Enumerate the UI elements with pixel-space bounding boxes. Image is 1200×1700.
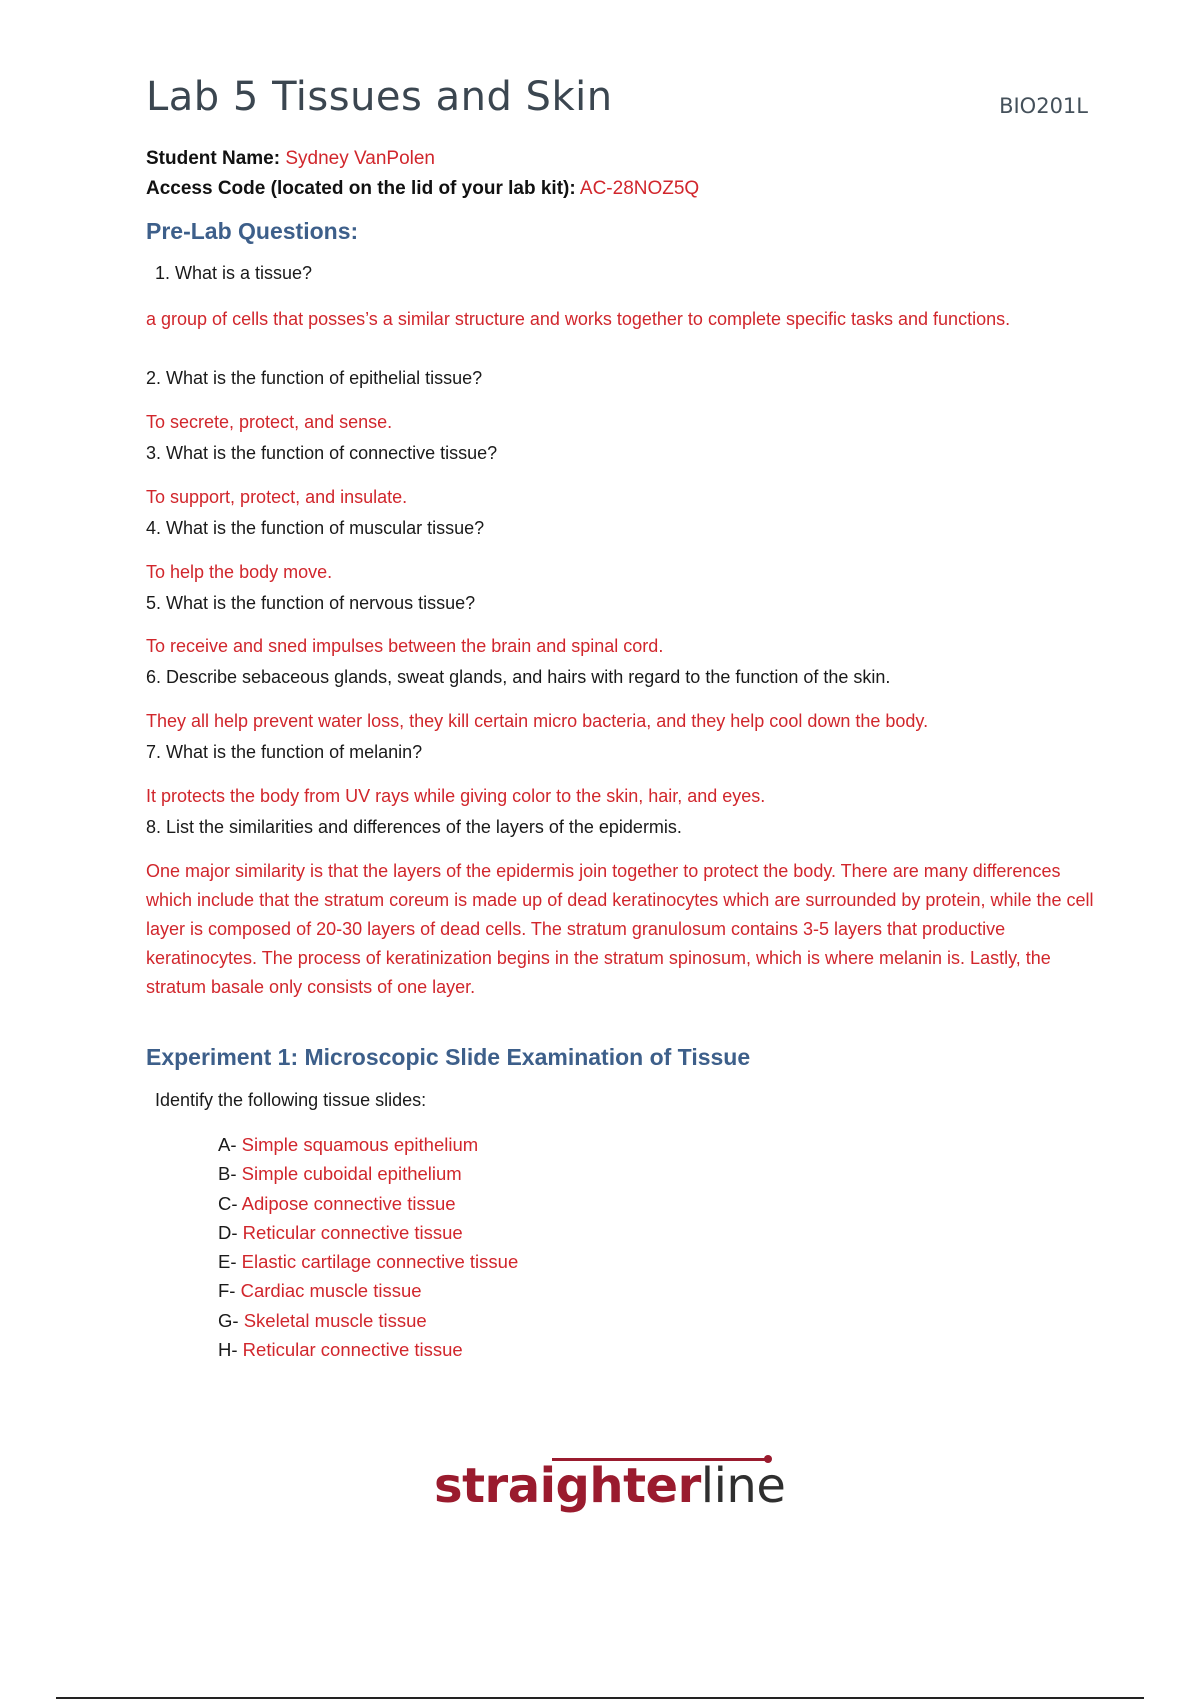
access-code-line: [146, 178, 699, 200]
slide-letter: G-: [218, 1309, 239, 1331]
prelab-answer-8: One major similarity is that the layers of the epidermis join together to protect the body. There are many differences which include that the stratum coreum is made up of dead keratinocytes which are surrounded by protein, while the cell layer is composed of 20-30 layers of dead cells. The stratum granulosum contains 3-5 layers that productive keratinocytes. The process of keratinization begins in the stratum spinosum, which is where melanin is. Lastly, the stratum basale only consists of one layer.: [146, 861, 1094, 997]
tissue-slide-list: [218, 1134, 518, 1368]
slide-item-f: [218, 1280, 518, 1309]
slide-answer: Cardiac muscle tissue: [240, 1280, 422, 1302]
prelab-heading: Pre-Lab Questions:: [146, 218, 359, 244]
straighterline-logo: [434, 1455, 814, 1515]
slide-item-b: [218, 1163, 518, 1192]
prelab-answer-4: To help the body move.: [146, 562, 333, 582]
slide-letter: H-: [218, 1339, 238, 1361]
slide-item-d: [218, 1222, 518, 1251]
slide-letter: B-: [218, 1163, 237, 1185]
prelab-answer-7: It protects the body from UV rays while giving color to the skin, hair, and eyes.: [146, 786, 766, 806]
access-code-value: AC-28NOZ5Q: [579, 178, 700, 199]
logo-wordmark-bold: straighter: [434, 1458, 701, 1514]
slide-answer: Reticular connective tissue: [242, 1339, 463, 1361]
student-name-value: Sydney VanPolen: [285, 148, 436, 169]
access-code-label: Access Code (located on the lid of your lab kit):: [146, 178, 576, 199]
prelab-question-6: 6. Describe sebaceous glands, sweat glands, and hairs with regard to the function of the skin.: [146, 667, 891, 687]
slide-item-g: [218, 1310, 518, 1339]
prelab-question-8: 8. List the similarities and differences of the layers of the epidermis.: [146, 817, 682, 837]
prelab-answer-5: To receive and sned impulses between the brain and spinal cord.: [146, 636, 664, 656]
course-code: BIO201L: [999, 94, 1088, 118]
slide-answer: Simple cuboidal epithelium: [241, 1163, 462, 1185]
logo-wordmark-light: line: [700, 1458, 786, 1514]
prelab-answer-6: They all help prevent water loss, they kill certain micro bacteria, and they help cool down the body.: [146, 711, 929, 731]
student-name-line: [146, 148, 435, 170]
slide-item-a: [218, 1134, 518, 1163]
prelab-question-2: 2. What is the function of epithelial tissue?: [146, 368, 483, 388]
slide-item-h: [218, 1339, 518, 1368]
experiment1-instruction: Identify the following tissue slides:: [155, 1090, 427, 1110]
slide-answer: Skeletal muscle tissue: [243, 1309, 427, 1331]
prelab-question-3: 3. What is the function of connective tissue?: [146, 443, 498, 463]
experiment1-heading: Experiment 1: Microscopic Slide Examination of Tissue: [146, 1044, 751, 1070]
slide-letter: A-: [218, 1134, 237, 1155]
slide-letter: C-: [218, 1192, 238, 1214]
slide-letter: F-: [218, 1280, 236, 1302]
slide-answer: Elastic cartilage connective tissue: [241, 1251, 519, 1273]
prelab-question-1: 1. What is a tissue?: [155, 263, 313, 283]
slide-answer: Adipose connective tissue: [241, 1192, 456, 1214]
page-bottom-rule: [56, 1697, 1144, 1699]
prelab-question-4: 4. What is the function of muscular tissue?: [146, 518, 485, 538]
prelab-answer-2: To secrete, protect, and sense.: [146, 412, 393, 432]
slide-letter: E-: [218, 1251, 237, 1273]
prelab-question-7: 7. What is the function of melanin?: [146, 742, 423, 762]
prelab-question-5: 5. What is the function of nervous tissue?: [146, 593, 476, 613]
logo-wordmark: [434, 1459, 785, 1513]
slide-item-c: [218, 1193, 518, 1222]
slide-item-e: [218, 1251, 518, 1280]
slide-answer: Reticular connective tissue: [242, 1221, 463, 1243]
prelab-answer-3: To support, protect, and insulate.: [146, 487, 408, 507]
prelab-answer-1: a group of cells that posses’s a similar structure and works together to complete specific tasks and functions.: [146, 309, 1011, 329]
slide-answer: Simple squamous epithelium: [241, 1134, 479, 1155]
document-title: Lab 5 Tissues and Skin: [146, 74, 613, 120]
student-name-label: Student Name:: [146, 148, 281, 169]
slide-letter: D-: [218, 1221, 238, 1243]
